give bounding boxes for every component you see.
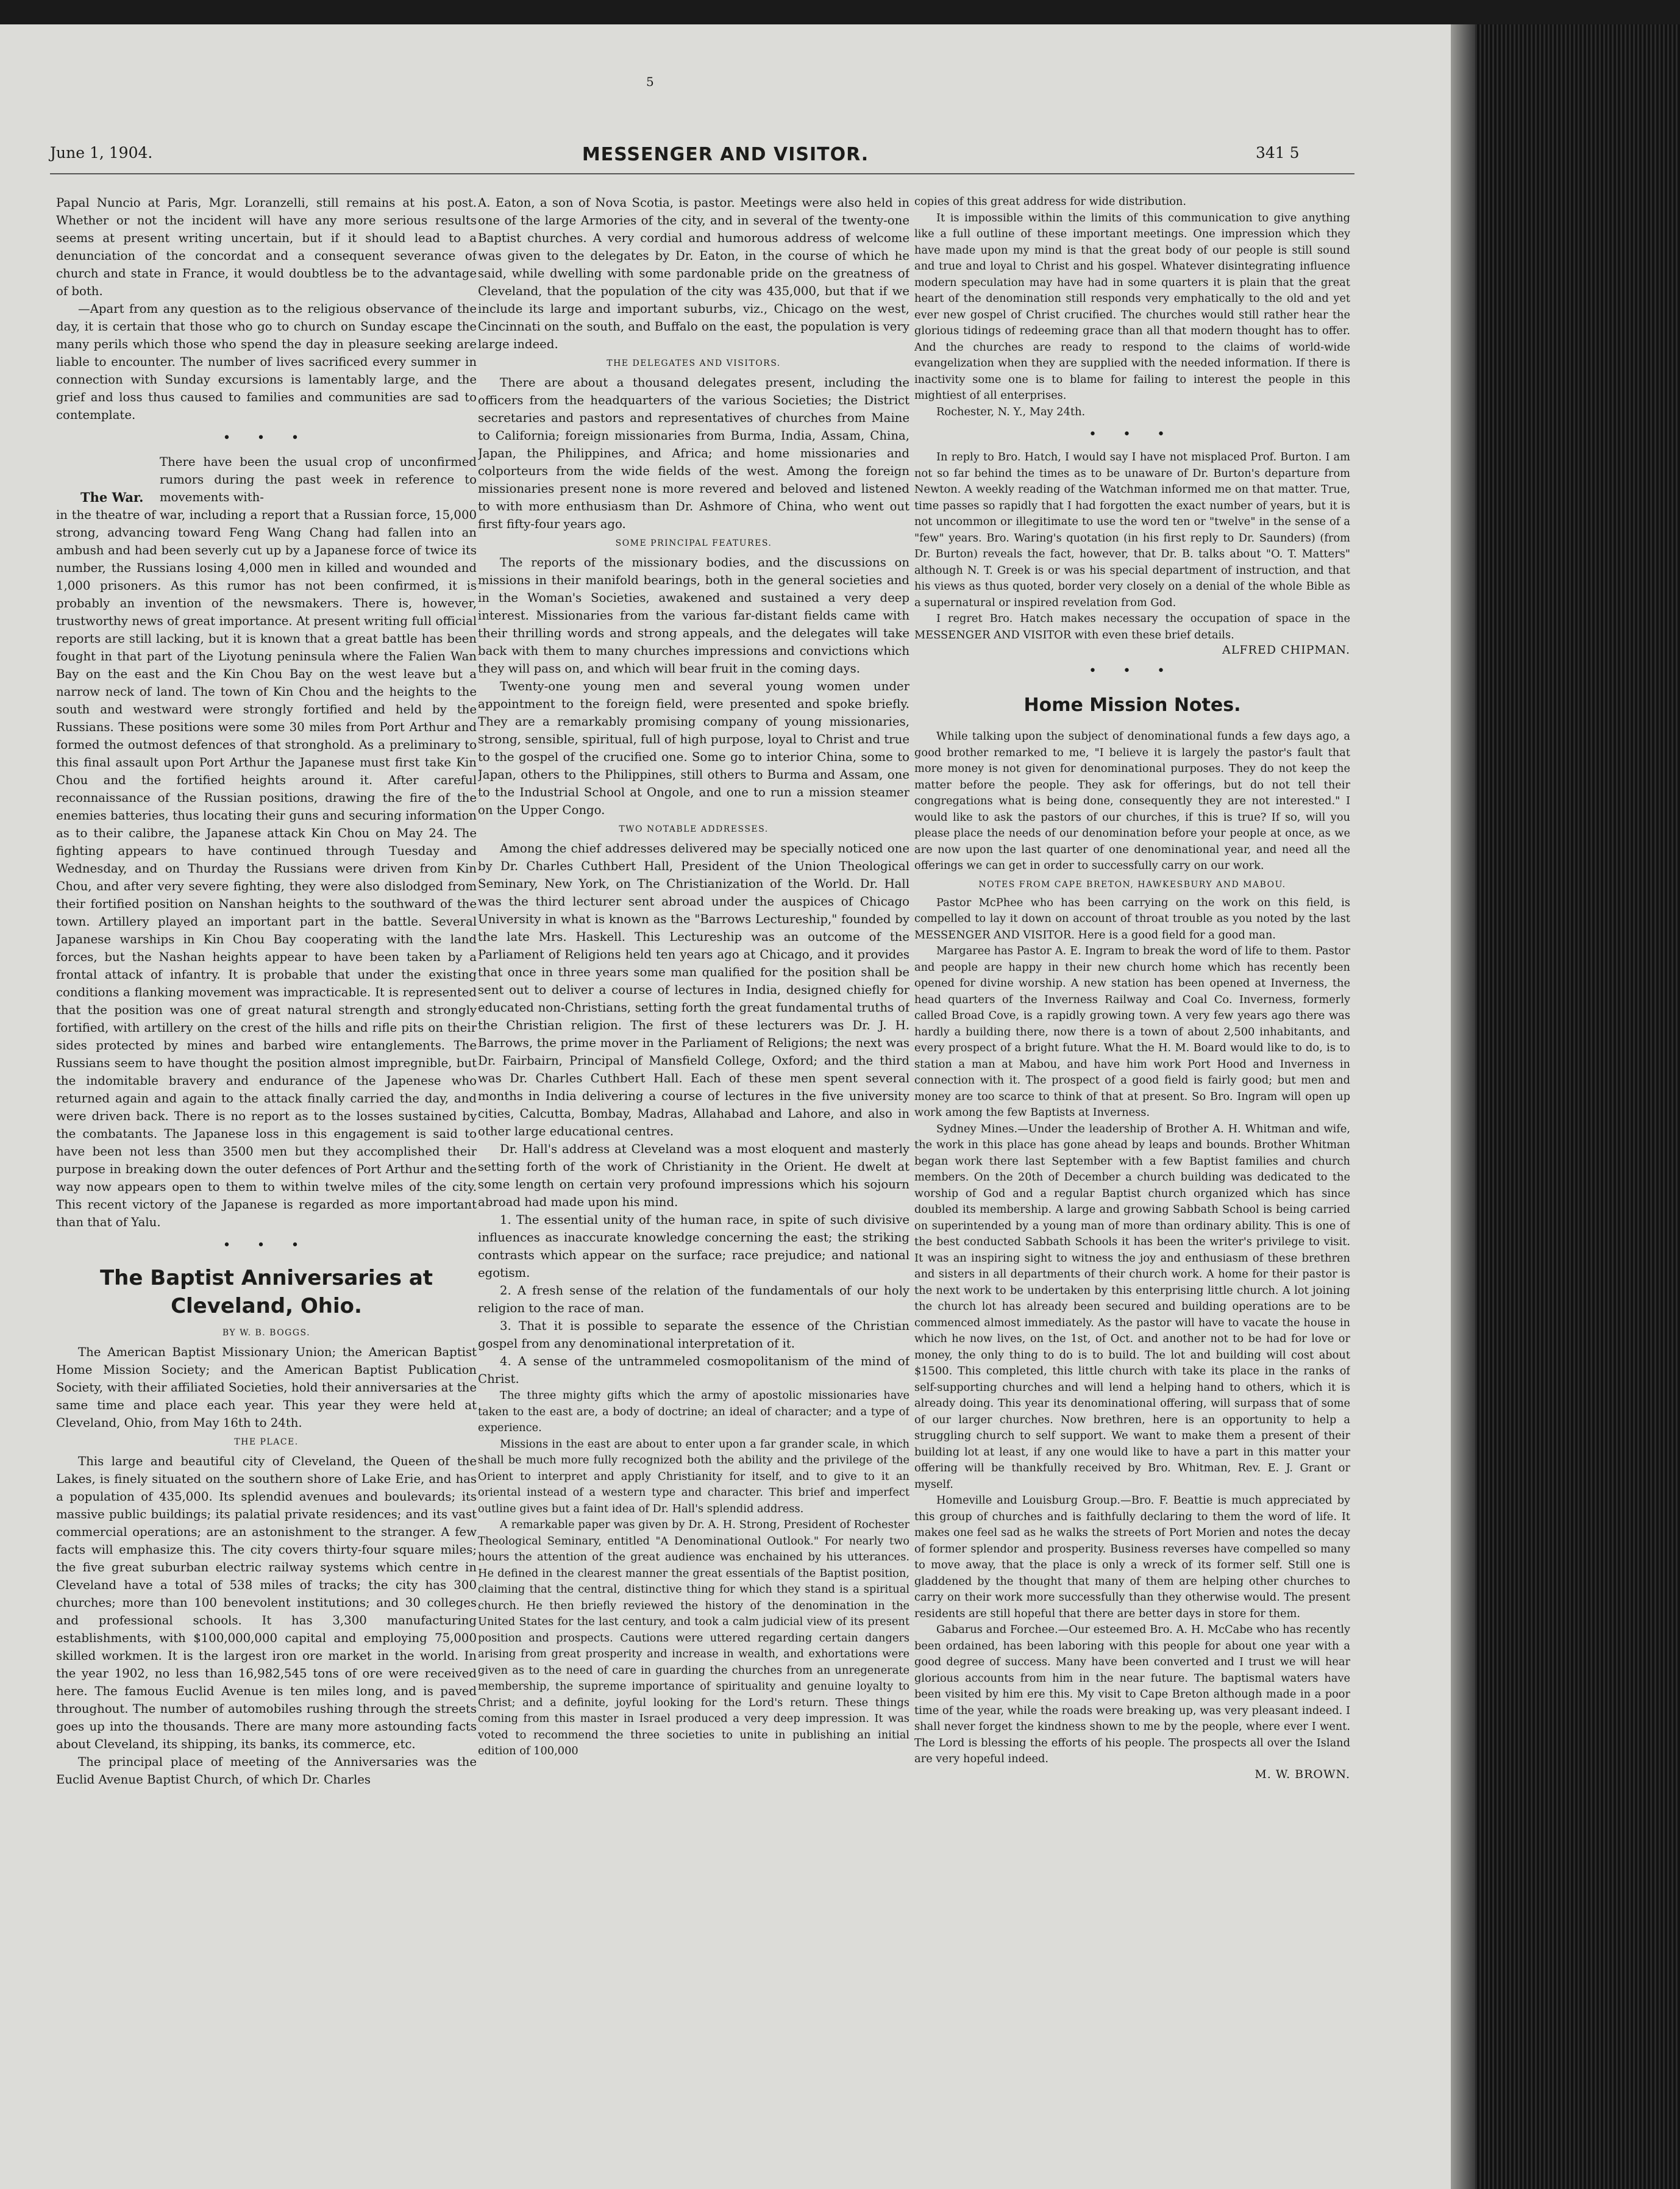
column-2 bbox=[478, 194, 909, 2176]
bound-pages-stack bbox=[1475, 24, 1680, 2189]
paragraph: Margaree has Pastor A. E. Ingram to break the word of life to them. Pastor and people are happy in their new church home which has recently been opened for divine worship. A new station has been opened at Inverness, the head quarters of the Inverness Railway and Coal Co. Inverness, formerly called Broad Cove, is a rapidly growing town. A very few years ago there was hardly a building there, now there is a town of about 2,500 inhabitants, and every prospect of a bright future. What the H. M. Board would like to do, is to station a man at Mabou, and have him work Port Hood and Inverness in connection with it. The prospect of a good field is fairly good; but men and money are too scarce to think of that at present. So Bro. Ingram will open up work among the few Baptists at Inverness. bbox=[914, 945, 1350, 1119]
section-divider: • • • bbox=[222, 1238, 310, 1253]
paragraph: Papal Nuncio at Paris, Mgr. Loranzelli, still remains at his post. Whether or not the incident will have any more serious results seems at present writing uncertain, but if it should lead to a denunciation of the concordat and a consequent severance of church and state in France, it would doubtless be to the advantage of both. bbox=[56, 196, 477, 298]
paragraph: copies of this great address for wide distribution. bbox=[914, 195, 1187, 208]
numbered-item: 2. A fresh sense of the relation of the fundamentals of our holy religion to the race of man. bbox=[478, 1284, 909, 1315]
section-label-the-war: The War. bbox=[80, 490, 144, 505]
paragraph: A. Eaton, a son of Nova Scotia, is pastor. Meetings were also held in one of the large Armories of the city, and in several of the twenty-one Baptist churches. A very cordial and humorous address of welcome was given to the delegates by Dr. Eaton, in the course of which he said, while dwelling with some pardonable pride on the greatness of Cleveland, that the population of the city was 435,000, but that if we include its large and important suburbs, viz., Chicago on the west, Cincinnati on the south, and Buffalo on the east, the population is very large indeed. bbox=[478, 196, 909, 351]
paragraph: Dr. Hall's address at Cleveland was a most eloquent and masterly setting forth of the work of Christianity in the Orient. He dwelt at some length on certain very profound impressions which his sojourn abroad had made upon his mind. bbox=[478, 1142, 909, 1209]
subheading-features: SOME PRINCIPAL FEATURES. bbox=[615, 538, 772, 548]
folio-mark: 5 bbox=[646, 74, 654, 89]
numbered-item: 4. A sense of the untrammeled cosmopolitanism of the mind of Christ. bbox=[478, 1354, 909, 1386]
column-3 bbox=[914, 194, 1350, 2176]
page-edge bbox=[1451, 24, 1475, 2189]
issue-date: June 1, 1904. bbox=[50, 144, 153, 162]
signature-mw-brown: M. W. BROWN. bbox=[1255, 1767, 1350, 1781]
article-title-home-mission-notes: Home Mission Notes. bbox=[1023, 695, 1241, 716]
paragraph: Sydney Mines.—Under the leadership of Brother A. H. Whitman and wife, the work in this place has gone ahead by leaps and bounds. Brother Whitman began work there last September with a few Baptist families and church members. On the 20th of December a church building was dedicated to the worship of God and a regular Baptist church organized which has since doubled its membership. A large and growing Sabbath School is being carried on superintended by a young man of more than ordinary ability. This is one of the best conducted Sabbath Schools it has been the writer's privilege to visit. It was an inspiring sight to witness the joy and enthusiasm of these brethren and sisters in all departments of their church work. A home for their pastor is the next work to be undertaken by this enterprising little church. A lot joining the church lot has already been secured and building operations are to be commenced almost immediately. As the pastor will have to vacate the house in which he now lives, on the 1st, of Oct. and another not to be had for love or money, the only thing to do is to build. The lot and building will cost about $1500. This completed, this little church with take its place in the ranks of self-supporting churches and will lend a helping hand to others, which it is already doing. This year its denominational offering, will surpass that of some of our larger churches. Now brethren, here is an opportunity to help a struggling church to self support. We want to make them a present of their building lot at least, if any one would like to have a part in this matter your offering will be thankfully received by Bro. Whitman, Rev. E. J. Grant or myself. bbox=[914, 1122, 1350, 1491]
paragraph: There are about a thousand delegates present, including the officers from the headquarters of the various Societies; the District secretaries and pastors and representatives of churches from Maine to California; foreign missionaries from Burma, India, Assam, China, Japan, the Philippines, and Africa; and home missionaries and colporteurs from the wide fields of the west. Among the foreign missionaries present none is more revered and beloved and listened to with more enthusiasm than Dr. Ashmore of China, who went out first fifty-four years ago. bbox=[478, 376, 909, 531]
signature-alfred-chipman: ALFRED CHIPMAN. bbox=[1222, 643, 1350, 657]
dateline: Rochester, N. Y., May 24th. bbox=[936, 405, 1086, 418]
paragraph: It is impossible within the limits of this communication to give anything like a full outline of these important meetings. One impression which they have made upon my mind is that the great body of our people is still sound and true and loyal to Christ and his gospel. Whatever disintegrating influence modern speculation may have had in some quarters it is plain that the great heart of the denomination still responds very emphatically to the old and yet ever new gospel of Christ crucified. The churches would still rather hear the glorious tidings of redeeming grace than all that modern thought has to offer. And the churches are ready to respond to the claims of world-wide evangelization when they are supplied with the needed information. If there is inactivity some one is to blame for failing to interest the people in this mightiest of all enterprises. bbox=[914, 211, 1350, 402]
page-number: 341 5 bbox=[1256, 144, 1300, 162]
numbered-item: 1. The essential unity of the human race, in spite of such divisive influences as inaccurate knowledge concerning the east; the striking contrasts which appear on the surface; race prejudice; and national egotism. bbox=[478, 1213, 909, 1280]
paragraph: Among the chief addresses delivered may be specially noticed one by Dr. Charles Cuthbert Hall, President of the Union Theological Seminary, New York, on The Christianization of the World. Dr. Hall was the third lecturer sent abroad under the auspices of Chicago University in what is known as the "Barrows Lectureship," founded by the late Mrs. Haskell. This Lectureship was an outcome of the Parliament of Religions held ten years ago at Chicago, and it provides that once in three years some man qualified for the position shall be sent out to deliver a course of lectures in India, designed chiefly for educated non-Christians, setting forth the great fundamental truths of the Christian religion. The first of these lecturers was Dr. J. H. Barrows, the prime mover in the Parliament of Religions; the next was Dr. Fairbairn, Principal of Mansfield College, Oxford; and the third was Dr. Charles Cuthbert Hall. Each of these men spent several months in India delivering a course of lectures in the five university cities, Calcutta, Bombay, Madras, Allahabad and Lahore, and also in other large educational centres. bbox=[478, 841, 909, 1138]
paragraph: Twenty-one young men and several young women under appointment to the foreign field, were presented and spoke briefly. They are a remarkably promising company of young missionaries, strong, sensible, spiritual, full of high purpose, loyal to Christ and true to the gospel of the crucified one. Some go to interior China, some to Japan, others to the Philippines, still others to Burma and Assam, one to the Industrial School at Ongole, and one to run a mission steamer on the Upper Congo. bbox=[478, 679, 909, 817]
paragraph: In reply to Bro. Hatch, I would say I have not misplaced Prof. Burton. I am not so far behind the times as to be unaware of Dr. Burton's departure from Newton. A weekly reading of the Watchman informed me on that matter. True, time passes so rapidly that I had forgotten the exact number of years, but it is not uncommon or illegitimate to use the word ten or "twelve" in the sense of a "few" years. Bro. Waring's quotation (in his first reply to Dr. Saunders) (from Dr. Burton) reveals the fact, however, that Dr. B. talks about "O. T. Matters" although N. T. Greek is or was his special department of instruction, and that his views as thus quoted, border very closely on a denial of the whole Bible as a supernatural or inspired revelation from God. bbox=[914, 451, 1350, 609]
numbered-item: 3. That it is possible to separate the essence of the Christian gospel from any denominational interpretation of it. bbox=[478, 1319, 909, 1351]
article-title-baptist-anniversaries: The Baptist Anniversaries at Cleveland, Ohio. bbox=[99, 1266, 433, 1318]
paragraph: Pastor McPhee who has been carrying on the work on this field, is compelled to lay it down on account of throat trouble as you noted by the last MESSENGER AND VISITOR. Here is a good field for a good man. bbox=[914, 896, 1350, 941]
section-divider: • • • bbox=[222, 430, 310, 446]
paragraph: —Apart from any question as to the religious observance of the day, it is certain that those who go to church on Sunday escape the many perils which those who spend the day in pleasure seeking are liable to encounter. The number of lives sacrificed every summer in connection with Sunday excursions is lamentably large, and the grief and loss thus caused to families and communities are sad to contemplate. bbox=[56, 302, 477, 422]
section-divider: • • • bbox=[1089, 663, 1176, 679]
paragraph: While talking upon the subject of denominational funds a few days ago, a good brother remarked to me, "I believe it is largely the pastor's fault that more money is not given for denominational purposes. They do not keep the matter before the people. They ask for offerings, but do not tell their congregations what is being done, consequently they are not interested." I would like to ask the pastors of our churches, if this is true? If so, will you please place the needs of our denomination before your people at once, as we are now upon the last quarter of one denominational year, and need all the offerings we can get in order to successfully carry on our work. bbox=[914, 730, 1350, 872]
subheading-delegates: THE DELEGATES AND VISITORS. bbox=[607, 359, 781, 368]
paragraph: This large and beautiful city of Cleveland, the Queen of the Lakes, is finely situated on the southern shore of Lake Erie, and has a population of 435,000. Its splendid avenues and boulevards; its massive public buildings; its palatial private residences; and its vast commercial operations; are an astonishment to the stranger. A few facts will emphasize this. The city covers thirty-four square miles; the five great suburban electric railway systems which centre in Cleveland have a total of 538 miles of tracks; the city has 300 churches; more than 100 benevolent institutions; and 30 colleges and professional schools. It has 3,300 manufacturing establishments, with $100,000,000 capital and employing 75,000 skilled workmen. It is the largest iron ore market in the world. In the year 1902, no less than 16,982,545 tons of ore were received here. The famous Euclid Avenue is ten miles long, and is paved throughout. The number of automobiles rushing through the streets goes up into the thousands. There are many more astounding facts about Cleveland, its shipping, its banks, its commerce, etc. bbox=[56, 1454, 477, 1751]
newspaper-page bbox=[0, 24, 1451, 2189]
paragraph: The American Baptist Missionary Union; the American Baptist Home Mission Society; and the American Baptist Publication Society, with their affiliated Societies, hold their anniversaries at the same time and place each year. This year they were held at Cleveland, Ohio, from May 16th to 24th. bbox=[56, 1345, 477, 1430]
paragraph: The three mighty gifts which the army of apostolic missionaries have taken to the east are, a body of doctrine; an ideal of character; and a type of experience. bbox=[478, 1389, 909, 1434]
section-divider: • • • bbox=[1089, 427, 1176, 442]
paragraph: Homeville and Louisburg Group.—Bro. F. Beattie is much appreciated by this group of churches and is faithfully declaring to them the word of life. It makes one feel sad as he walks the streets of Port Morien and notes the decay of former splendor and prosperity. Business reverses have compelled so many to move away, that the place is only a wreck of its former self. Still one is gladdened by the thought that many of them are helping other churches to carry on their work more successfully than they otherwise would. The present residents are still hopeful that there are better days in store for them. bbox=[914, 1494, 1350, 1620]
paragraph: A remarkable paper was given by Dr. A. H. Strong, President of Rochester Theological Seminary, entitled "A Denominational Outlook." For nearly two hours the attention of the great audience was enchained by his utterances. He defined in the clearest manner the great essentials of the Baptist position, claiming that the central, distinctive thing for which they stand is a spiritual church. He then briefly reviewed the history of the denomination in the United States for the last century, and took a calm judicial view of its present position and prospects. Cautions were uttered regarding certain dangers arising from great prosperity and increase in wealth, and exhortations were given as to the need of care in guarding the churches from an unregenerate membership, the supreme importance of spirituality and genuine loyalty to Christ; and a definite, joyful looking for the Lord's return. These things coming from this master in Israel produced a very deep impression. It was voted to recommend the three societies to unite in publishing an initial edition of 100,000 bbox=[478, 1518, 909, 1757]
war-section bbox=[56, 453, 477, 506]
paragraph: I regret Bro. Hatch makes necessary the occupation of space in the MESSENGER AND VISITOR with even these brief details. bbox=[914, 612, 1350, 641]
paragraph: in the theatre of war, including a report that a Russian force, 15,000 strong, advancing toward Feng Wang Chang had fallen into an ambush and had been severly cut up by a Japanese force of twice its number, the Russians losing 4,000 men in killed and wounded and 1,000 prisoners. As this rumor has not been confirmed, it is probably an invention of the newsmakers. There is, however, trustworthy news of great importance. At present writing full official reports are still lacking, but it is known that a great battle has been fought in that part of the Liyotung peninsula where the Falien Wan Bay on the east and the Kin Chou Bay on the west leave but a narrow neck of land. The town of Kin Chou and the heights to the south and westward were strongly fortified and held by the Russians. These positions were some 30 miles from Port Arthur and formed the outmost defences of that stronghold. As a preliminary to this final assault upon Port Arthur the Japanese must first take Kin Chou and the fortified heights around it. After careful reconnaissance of the Russian positions, drawing the fire of the enemies batteries, thus locating their guns and securing information as to their calibre, the Japanese attack Kin Chou on May 24. The fighting appears to have continued through Tuesday and Wednesday, and on Thurday the Russians were driven from Kin Chou, and after very severe fighting, they were also dislodged from their fortified position on Nanshan heights to the southward of the town. Artillery played an important part in the battle. Several Japanese warships in Kin Chou Bay cooperating with the land forces, but the Nashan heights appear to have been taken by a frontal attack of infantry. It is probable that under the existing conditions a flanking movement was impracticable. It is represented that the position was one of great natural strength and strongly fortified, with artillery on the crest of the hills and rifle pits on their sides protected by mines and barbed wire entanglements. The Russians seem to have thought the position almost impregnible, but the indomitable bravery and endurance of the Japenese who returned again and again to the attack finally carried the day, and were driven back. There is no report as to the losses sustained by the combatants. The Japanese loss in this engagement is said to have been not less than 3500 men but they accomplished their purpose in breaking down the outer defences of Port Arthur and the way now appears open to them to within twelve miles of the city. This recent victory of the Japanese is regarded as more important than that of Yalu. bbox=[56, 508, 477, 1229]
paragraph: Missions in the east are about to enter upon a far grander scale, in which shall be much more fully recognized both the ability and the privilege of the Orient to interpret and apply Christianity for itself, and to give to it an oriental instead of a western type and character. This brief and imperfect outline gives but a faint idea of Dr. Hall's splendid address. bbox=[478, 1437, 909, 1515]
subheading-the-place: THE PLACE. bbox=[234, 1437, 299, 1447]
subheading-notes-cape-breton: NOTES FROM CAPE BRETON, HAWKESBURY AND MABOU. bbox=[978, 879, 1286, 890]
byline: BY W. B. BOGGS. bbox=[222, 1328, 311, 1338]
paragraph: The principal place of meeting of the Anniversaries was the Euclid Avenue Baptist Church, of which Dr. Charles bbox=[56, 1755, 477, 1787]
column-1 bbox=[56, 194, 477, 2176]
masthead: MESSENGER AND VISITOR. bbox=[582, 144, 869, 165]
paragraph: The reports of the missionary bodies, and the discussions on missions in their manifold bearings, both in the general societies and in the Woman's Societies, awakened and sustained a very deep interest. Missionaries from the various far-distant fields came with their thrilling words and strong appeals, and the delegates will take back with them to many churches impressions and convictions which they will pass on, and which will bear fruit in the coming days. bbox=[478, 555, 909, 676]
paragraph: There have been the usual crop of unconfirmed rumors during the past week in reference to movements with- bbox=[160, 455, 477, 504]
header-rule bbox=[50, 173, 1354, 174]
paragraph: Gabarus and Forchee.—Our esteemed Bro. A. H. McCabe who has recently been ordained, has been laboring with this people for about one year with a good degree of success. Many have been converted and I trust we will hear glorious accounts from him in the near future. The baptismal waters have been visited by him ere this. My visit to Cape Breton although made in a poor time of the year, while the roads were breaking up, was very pleasant indeed. I shall never forget the kindness shown to me by the people, where ever I went. The Lord is blessing the efforts of his people. The prospects all over the Island are very hopeful indeed. bbox=[914, 1623, 1350, 1765]
subheading-addresses: TWO NOTABLE ADDRESSES. bbox=[619, 824, 769, 834]
